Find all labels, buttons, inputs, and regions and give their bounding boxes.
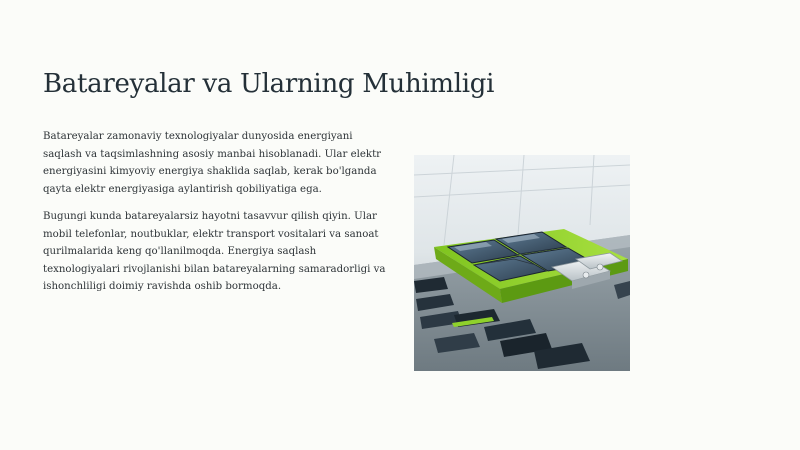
- battery-pack-image: [414, 155, 630, 371]
- body-paragraph-1: Batareyalar zamonaviy texnologiyalar dunyosida energiyani saqlash va taqsimlashning asosiy manbai hisoblanadi. Ular elektr energiyasini kimyoviy energiya shaklida saqlab, kerak bo'lganda qayta elektr energiyasiga aylantirish qobiliyatiga ega.: [43, 131, 382, 195]
- body-paragraph-2: Bugungi kunda batareyalarsiz hayotni tasavvur qilish qiyin. Ular mobil telefonlar, noutbuklar, elektr transport vositalari va sanoat qurilmalarida keng qo'llanilmoqda. Energiya saqlash texnologiyalari rivojlanishi bilan batareyalarning samaradorligi va ishonchliligi doimiy ravishda oshib bormoqda.: [43, 211, 386, 292]
- slide-body: [43, 128, 393, 306]
- slide-title: Batareyalar va Ularning Muhimligi: [43, 69, 495, 99]
